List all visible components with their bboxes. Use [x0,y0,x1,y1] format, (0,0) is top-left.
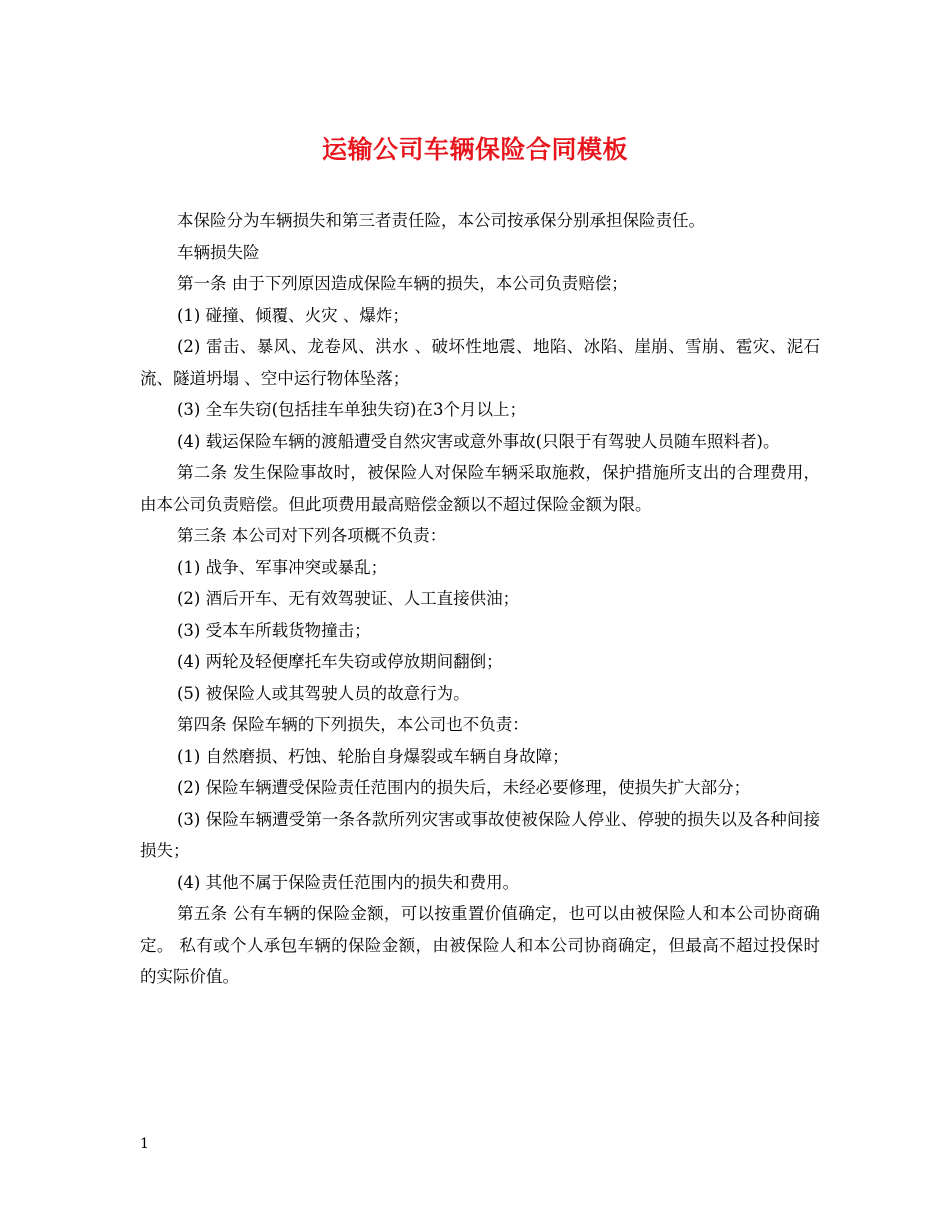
article-4-item-1: (1) 自然磨损、朽蚀、轮胎自身爆裂或车辆自身故障； [177,746,569,766]
article-1: 第一条 由于下列原因造成保险车辆的损失，本公司负责赔偿； [177,274,628,293]
article-3-item-3: (3) 受本车所载货物撞击； [177,620,371,640]
section-heading-vehicle-loss: 车辆损失险 [177,242,260,262]
article-1-item-2: (2) 雷击、暴风、龙卷风、洪水 、破坏性地震、地陷、冰陷、崖崩、雪崩、雹灾、泥石流、隧道坍塌 、空中运行物体坠落； [140,337,820,388]
article-1-item-1: (1) 碰撞、倾覆、火灾 、爆炸； [177,305,409,325]
article-3-item-1: (1) 战争、军事冲突或暴乱； [177,557,388,577]
article-4-item-3: (3) 保险车辆遭受第一条各款所列灾害或事故使被保险人停业、停驶的损失以及各种间接损失； [140,809,820,860]
page-number: 1 [140,1136,149,1152]
article-4-item-4: (4) 其他不属于保险责任范围内的损失和费用。 [177,872,520,892]
article-4: 第四条 保险车辆的下列损失，本公司也不负责： [177,715,529,734]
article-3-item-2: (2) 酒后开车、无有效驾驶证、人工直接供油； [177,589,520,608]
article-2: 第二条 发生保险事故时，被保险人对保险车辆采取施救，保护措施所支出的合理费用，由本公司负责赔偿。但此项费用最高赔偿金额以不超过保险金额为限。 [140,463,820,514]
article-3-item-5: (5) 被保险人或其驾驶人员的故意行为。 [177,683,470,703]
article-4-item-2: (2) 保险车辆遭受保险责任范围内的损失后，未经必要修理，使损失扩大部分； [177,778,751,797]
article-5: 第五条 公有车辆的保险金额，可以按重置价值确定，也可以由被保险人和本公司协商确定。 私有或个人承包车辆的保险金额，由被保险人和本公司协商确定，但最高不超过投保时的实际价值。 [140,904,820,986]
article-1-item-4: (4) 载运保险车辆的渡船遭受自然灾害或意外事故(只限于有驾驶人员随车照料者)。 [177,431,780,451]
article-1-item-3: (3) 全车失窃(包括挂车单独失窃)在3个月以上； [177,400,526,419]
document-title: 运输公司车辆保险合同模板 [321,135,628,164]
document-body [140,205,820,993]
article-3: 第三条 本公司对下列各项概不负责： [177,526,447,545]
article-3-item-4: (4) 两轮及轻便摩托车失窃或停放期间翻倒； [177,652,503,671]
paragraph-intro: 本保险分为车辆损失和第三者责任险，本公司按承保分别承担保险责任。 [177,211,705,230]
